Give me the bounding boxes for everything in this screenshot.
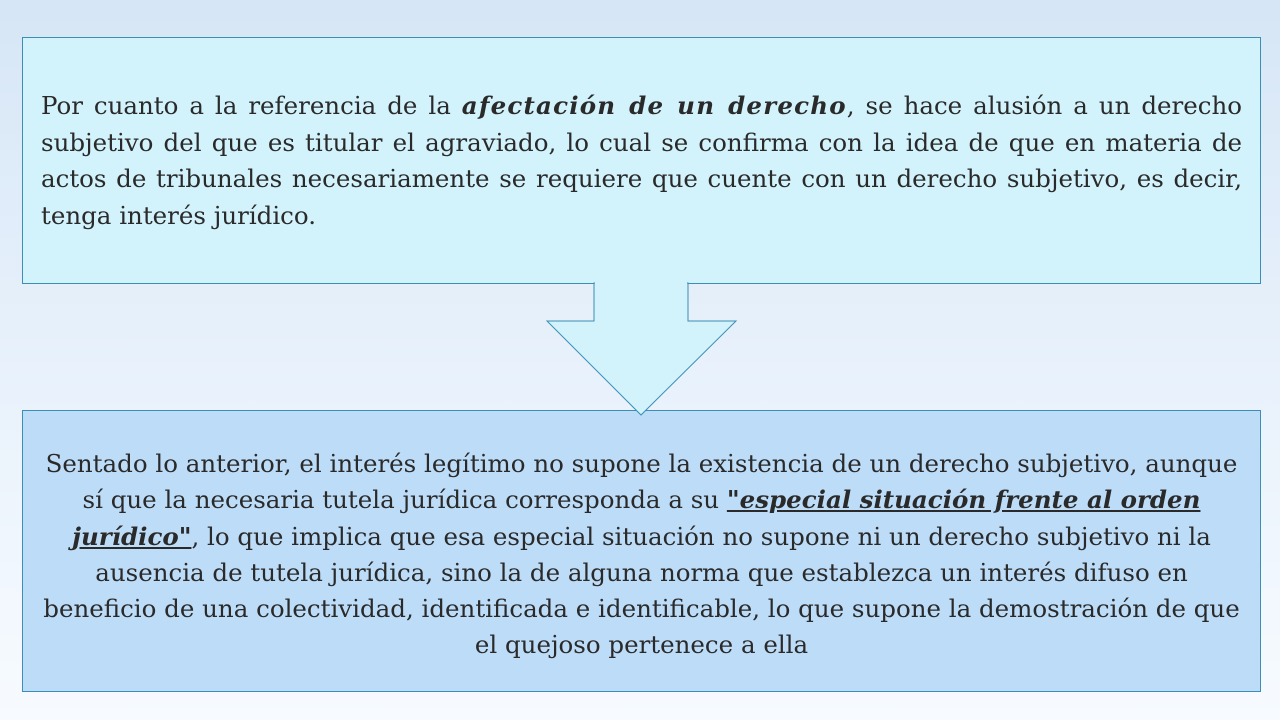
bottom-highlight: "especial situación frente al orden jurídico": [72, 485, 1201, 551]
bottom-text-start: Sentado lo anterior, el interés legítimo no supone la existencia de un derecho subjetivo, aunque sí que la necesaria tutela jurídica corresponda a su: [45, 449, 1238, 515]
top-text-start: Por cuanto a la referencia de la: [41, 91, 462, 120]
bottom-text-end: , lo que implica que esa especial situación no supone ni un derecho subjetivo ni la ausencia de tutela jurídica, sino la de alguna norma que establezca un interés difuso en beneficio de una colectividad, identificada e identificable, lo que supone la demostración de que el quejoso pertenece a ella: [43, 521, 1240, 660]
top-emphasis: afectación de un derecho: [461, 91, 847, 120]
top-text-end: , se hace alusión a un derecho subjetivo del que es titular el agraviado, lo cual se confirma con la idea de que en materia de actos de tribunales necesariamente se requiere que cuente con un derecho subjetivo, es decir, tenga interés jurídico.: [41, 91, 1242, 230]
down-arrow-shape: [547, 283, 736, 415]
